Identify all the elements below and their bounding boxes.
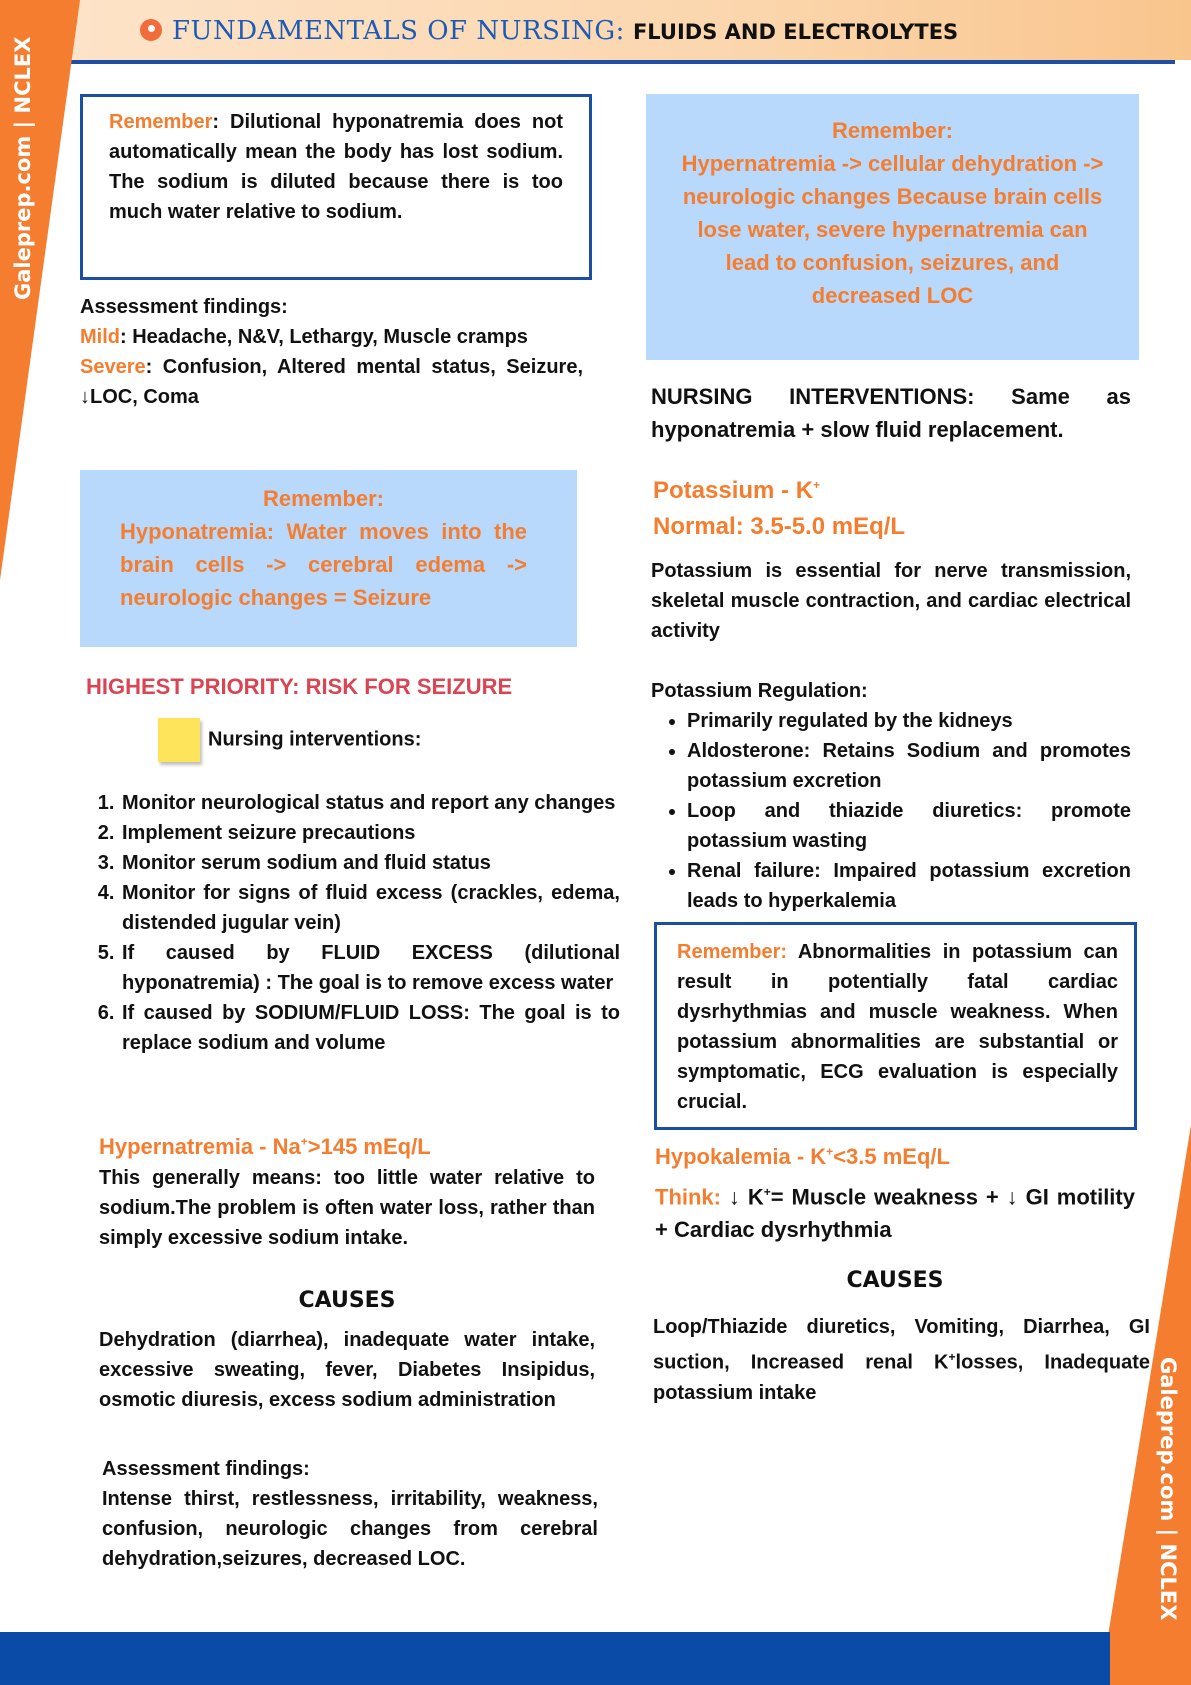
remember-dilutional-box <box>80 94 592 280</box>
assessment-findings-hypo <box>80 292 583 412</box>
hypernatremia-title: Hypernatremia - Na+>145 mEq/L <box>99 1134 431 1159</box>
footer-bar <box>0 1632 1110 1685</box>
assessment-title: Assessment findings: <box>102 1458 310 1480</box>
list-item: • Loop and thiazide diuretics: promote potassium wasting <box>687 796 1131 856</box>
remember-dilutional-text: Remember: Dilutional hyponatremia does not automatically mean the body has lost sodium. The sodium is diluted because there is too much water relative to sodium. <box>109 111 563 223</box>
causes-text-left: Dehydration (diarrhea), inadequate water intake, excessive sweating, fever, Diabetes Insipidus, osmotic diuresis, excess sodium administration <box>99 1329 595 1411</box>
list-item: 3. Monitor serum sodium and fluid status <box>120 848 620 878</box>
sticky-note-icon <box>158 718 200 762</box>
title-main: FUNDAMENTALS OF NURSING: <box>172 16 625 46</box>
nursing-interventions-right: NURSING INTERVENTIONS: Same as hyponatremia + slow fluid replacement. <box>651 384 1131 442</box>
list-item: 2. Implement seizure precautions <box>120 818 620 848</box>
regulation-title: Potassium Regulation: <box>651 680 868 702</box>
list-item: • Aldosterone: Retains Sodium and promotes potassium excretion <box>687 736 1131 796</box>
causes-text-right: Loop/Thiazide diuretics, Vomiting, Diarrhea, GI suction, Increased renal K+losses, Inadequate potassium intake <box>653 1316 1150 1404</box>
remember-hypernatremia-title: Remember: <box>831 118 954 143</box>
header-rule <box>70 60 1175 64</box>
list-item: • Primarily regulated by the kidneys <box>687 706 1131 736</box>
hypokalemia-title: Hypokalemia - K+<3.5 mEq/L <box>655 1144 950 1169</box>
list-item: 6. If caused by SODIUM/FLUID LOSS: The goal is to replace sodium and volume <box>120 998 620 1058</box>
causes-heading-right: CAUSES <box>846 1268 944 1293</box>
assessment-title: Assessment findings: <box>80 296 288 318</box>
regulation-list <box>651 706 1131 916</box>
assessment-findings-hyper <box>102 1454 598 1574</box>
list-item: 1. Monitor neurological status and report any changes <box>120 788 620 818</box>
list-item: 4. Monitor for signs of fluid excess (crackles, edema, distended jugular vein) <box>120 878 620 938</box>
potassium-title: Potassium - K+ Normal: 3.5-5.0 mEq/L <box>653 477 906 540</box>
assessment-text: Intense thirst, restlessness, irritability, weakness, confusion, neurologic changes from cerebral dehydration,seizures, decreased LOC. <box>102 1488 598 1570</box>
nursing-interventions-heading: Nursing interventions: <box>158 718 421 762</box>
potassium-text: Potassium is essential for nerve transmission, skeletal muscle contraction, and cardiac electrical activity <box>651 560 1131 642</box>
remember-hyponatremia-box <box>80 470 577 647</box>
side-label-right: Galeprep.com | NCLEX <box>1156 1357 1180 1621</box>
hypernatremia-text: This generally means: too little water relative to sodium.The problem is often water loss, rather than simply excessive sodium intake. <box>99 1167 595 1249</box>
remember-hyponatremia-text: Hyponatremia: Water moves into the brain cells -> cerebral edema -> neurologic changes = Seizure <box>120 519 527 610</box>
interventions-list <box>84 788 620 1058</box>
remember-hyponatremia-title: Remember: <box>262 486 385 511</box>
remember-hypernatremia-box <box>646 94 1139 360</box>
assessment-mild: Mild: Headache, N&V, Lethargy, Muscle cramps <box>80 326 528 348</box>
remember-potassium-text: Remember: Abnormalities in potassium can result in potentially fatal cardiac dysrhythmias and muscle weakness. When potassium abnormalities are substantial or symptomatic, ECG evaluation is especially crucial. <box>677 941 1118 1113</box>
highest-priority: HIGHEST PRIORITY: RISK FOR SEIZURE <box>86 674 513 699</box>
page-title <box>140 16 958 46</box>
causes-heading-left: CAUSES <box>298 1288 396 1313</box>
title-sub: FLUIDS AND ELECTROLYTES <box>632 20 959 44</box>
list-item: • Renal failure: Impaired potassium excretion leads to hyperkalemia <box>687 856 1131 916</box>
assessment-severe: Severe: Confusion, Altered mental status, Seizure, ↓LOC, Coma <box>80 356 583 408</box>
hypokalemia-think: Think: ↓ K+= Muscle weakness + ↓ GI motility + Cardiac dysrhythmia <box>655 1184 1135 1243</box>
side-label-left: Galeprep.com | NCLEX <box>11 36 35 300</box>
remember-hypernatremia-text: Hypernatremia -> cellular dehydration -> neurologic changes Because brain cells lose water, severe hypernatremia can lead to confusion, seizures, and decreased LOC <box>681 151 1104 308</box>
nurse-icon <box>140 19 162 41</box>
list-item: 5. If caused by FLUID EXCESS (dilutional hyponatremia) : The goal is to remove excess water <box>120 938 620 998</box>
remember-potassium-box <box>654 922 1137 1130</box>
